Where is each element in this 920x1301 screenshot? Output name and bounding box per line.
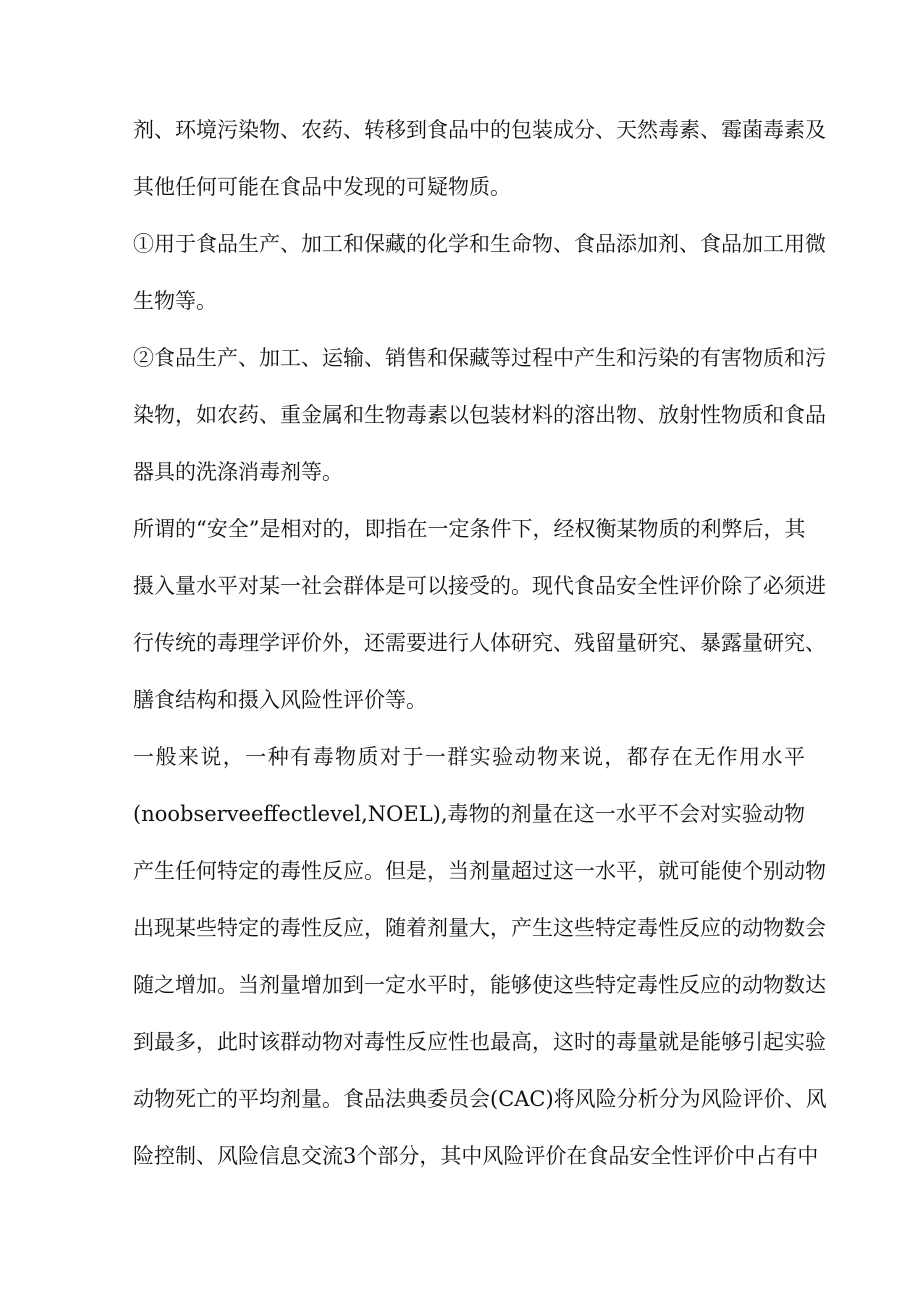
text-line: 到最多，此时该群动物对毒性反应性也最高，这时的毒量就是能够引起实验: [133, 1030, 826, 1054]
text-line: 险控制、风险信息交流3个部分，其中风险评价在食品安全性评价中占有中: [133, 1144, 819, 1168]
text-line: 剂、环境污染物、农药、转移到食品中的包装成分、天然毒素、霉菌毒素及: [133, 118, 826, 142]
text-line: 产生任何特定的毒性反应。但是，当剂量超过这一水平，就可能使个别动物: [133, 859, 826, 883]
text-line: 其他任何可能在食品中发现的可疑物质。: [133, 175, 511, 199]
text-line: 一般来说，一种有毒物质对于一群实验动物来说，都存在无作用水平: [133, 745, 805, 769]
text-line: 随之增加。当剂量增加到一定水平时，能够使这些特定毒性反应的动物数达: [133, 973, 826, 997]
text-line: ②食品生产、加工、运输、销售和保藏等过程中产生和污染的有害物质和污: [133, 346, 826, 370]
text-line: 染物，如农药、重金属和生物毒素以包装材料的溶出物、放射性物质和食品: [133, 403, 826, 427]
text-line: 生物等。: [133, 289, 217, 313]
text-line: (noobserveeffectlevel,NOEL),毒物的剂量在这一水平不会对实验动物: [133, 802, 805, 826]
text-line: 器具的洗涤消毒剂等。: [133, 460, 343, 484]
text-line: 摄入量水平对某一社会群体是可以接受的。现代食品安全性评价除了必须进: [133, 574, 826, 598]
text-line: 行传统的毒理学评价外，还需要进行人体研究、残留量研究、暴露量研究、: [133, 631, 826, 655]
text-line: 所谓的“安全”是相对的，即指在一定条件下，经权衡某物质的利弊后，其: [133, 517, 806, 541]
text-line: ①用于食品生产、加工和保藏的化学和生命物、食品添加剂、食品加工用微: [133, 232, 826, 256]
text-line: 膳食结构和摄入风险性评价等。: [133, 688, 427, 712]
text-line: 出现某些特定的毒性反应，随着剂量大，产生这些特定毒性反应的动物数会: [133, 916, 826, 940]
text-line: 动物死亡的平均剂量。食品法典委员会(CAC)将风险分析分为风险评价、风: [133, 1087, 827, 1111]
